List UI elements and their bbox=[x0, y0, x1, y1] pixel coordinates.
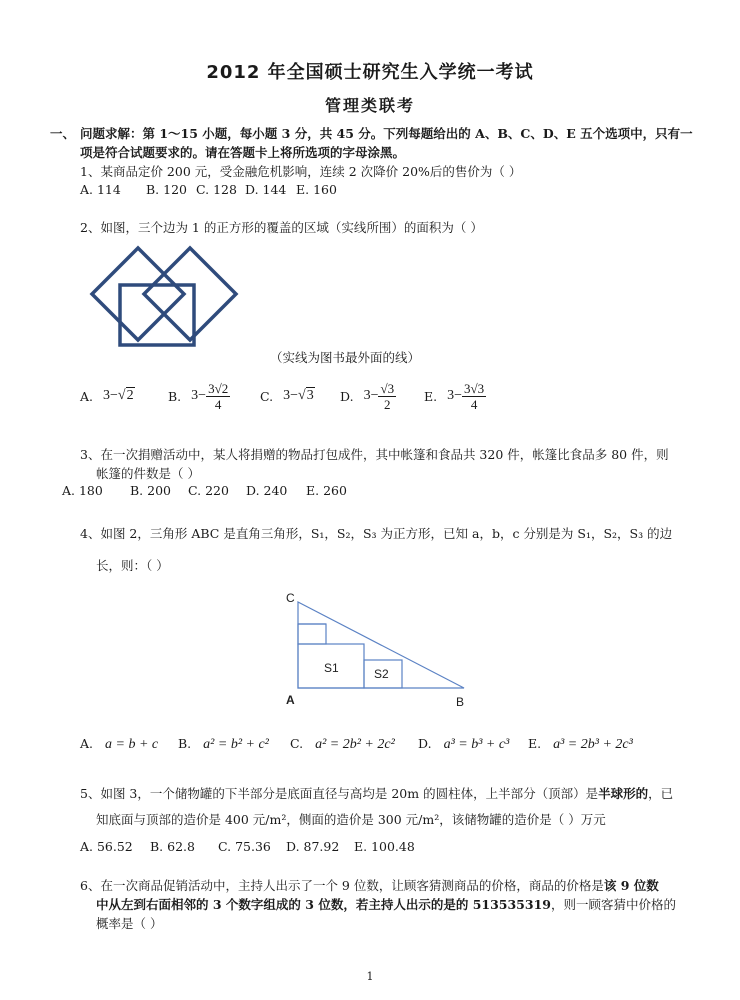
q5-option-c: C. 75.36 bbox=[218, 839, 271, 854]
q6-line1-bold: 该 9 位数 bbox=[603, 878, 659, 893]
q1-option-c: C. 128 bbox=[196, 182, 237, 197]
page-subtitle: 管理类联考 bbox=[324, 96, 415, 115]
q4-option-e-expr: a³ = 2b³ + 2c³ bbox=[553, 737, 633, 752]
q3-option-d: D. 240 bbox=[246, 483, 288, 498]
q2-option-d-numerator: √3 bbox=[380, 380, 395, 396]
question-5-line2: 知底面与顶部的造价是 400 元/m²，侧面的造价是 300 元/m²，该储物罐的造价是（ ）万元 bbox=[96, 812, 606, 827]
vertex-b-label: B bbox=[456, 695, 465, 709]
question-3-line1: 3、在一次捐赠活动中，某人将捐赠的物品打包成件，其中帐篷和食品共 320 件，帐篷比食品多 80 件，则 bbox=[80, 447, 669, 462]
left-diamond-square bbox=[92, 248, 184, 340]
vertex-a-label: A bbox=[286, 693, 295, 707]
q2-option-b-denominator: 4 bbox=[214, 396, 222, 412]
q2-option-b-letter: B. bbox=[168, 388, 182, 404]
q4-option-c bbox=[290, 736, 395, 753]
q6-line2-part-e: ，则一顾客猜中价格的 bbox=[550, 897, 676, 912]
q4-option-a-letter: A. bbox=[80, 736, 94, 751]
question-6-line3: 概率是（ ） bbox=[96, 916, 163, 931]
q3-option-e: E. 260 bbox=[306, 483, 347, 498]
s2-label: S2 bbox=[374, 667, 389, 681]
section-intro-line1: 问题求解：第 1～15 小题，每小题 3 分，共 45 分。下列每题给出的 A、B、C、D、E 五个选项中，只有一 bbox=[80, 126, 693, 141]
question-3-line2: 帐篷的件数是（ ） bbox=[96, 466, 200, 481]
q4-option-b-letter: B. bbox=[178, 736, 192, 751]
q5-line1-part-a: 5、如图 3，一个储物罐的下半部分是底面直径与高均是 20m 的圆柱体，上半部分（顶部）是 bbox=[80, 786, 599, 801]
q2-option-c: C. 3− √3 bbox=[260, 388, 314, 404]
question-2-text: 2、如图，三个边为 1 的正方形的覆盖的区域（实线所围）的面积为（ ） bbox=[80, 220, 483, 235]
square-s3 bbox=[298, 624, 326, 644]
q4-option-b-expr: a² = b² + c² bbox=[203, 737, 269, 752]
question-4-line2: 长，则：（ ） bbox=[96, 558, 169, 573]
q2-option-b-lead: 3− bbox=[191, 388, 207, 403]
q1-option-d: D. 144 bbox=[245, 182, 287, 197]
question-5-line1 bbox=[80, 784, 673, 802]
q4-option-c-expr: a² = 2b² + 2c² bbox=[315, 737, 395, 752]
q5-line1-part-c: ，已 bbox=[648, 786, 674, 801]
q1-option-b: B. 120 bbox=[146, 182, 187, 197]
figure-caption: （实线为图书最外面的线） bbox=[270, 350, 421, 365]
q3-option-a: A. 180 bbox=[62, 483, 103, 498]
q3-option-c: C. 220 bbox=[188, 483, 229, 498]
q2-option-d-letter: D. bbox=[340, 388, 354, 404]
q4-option-a bbox=[80, 736, 158, 753]
page-title: 2012 年全国硕士研究生入学统一考试 bbox=[206, 62, 534, 83]
q2-option-d bbox=[340, 376, 396, 416]
q6-line1-part-a: 6、在一次商品促销活动中，主持人出示了一个 9 位数，让顾客猜测商品的价格，商品的价格是 bbox=[80, 878, 604, 893]
q5-option-a: A. 56.52 bbox=[80, 839, 133, 854]
question-1-text: 1、某商品定价 200 元，受金融危机影响，连续 2 次降价 20%后的售价为（ ） bbox=[80, 164, 522, 179]
q5-option-e: E. 100.48 bbox=[354, 839, 415, 854]
question-6-line1 bbox=[80, 876, 659, 894]
q5-option-b: B. 62.8 bbox=[150, 839, 195, 854]
q2-option-e-denominator: 4 bbox=[470, 396, 478, 412]
q4-option-d-letter: D. bbox=[418, 736, 432, 751]
right-diamond-square bbox=[144, 248, 236, 340]
q2-option-c-radicand: 3 bbox=[306, 388, 314, 403]
vertex-c-label: C bbox=[286, 591, 295, 605]
q4-option-c-letter: C. bbox=[290, 736, 304, 751]
q4-option-e bbox=[528, 736, 633, 753]
q4-option-a-expr: a = b + c bbox=[105, 737, 159, 752]
q1-option-a: A. 114 bbox=[80, 182, 121, 197]
q2-option-d-lead: 3− bbox=[363, 388, 379, 403]
q2-option-a-letter: A. bbox=[80, 388, 94, 404]
q4-option-b bbox=[178, 736, 269, 753]
q2-option-c-letter: C. bbox=[260, 388, 274, 404]
q2-option-a: A. 3− √2 bbox=[80, 388, 134, 404]
q2-option-c-lead: 3− bbox=[283, 388, 298, 403]
q2-option-b-numerator: 3√2 bbox=[208, 380, 229, 396]
q6-line2-part-c: 3 位数 bbox=[305, 897, 344, 912]
q5-line1-bold: 半球形的 bbox=[598, 786, 649, 801]
question-6-line2 bbox=[96, 895, 676, 913]
q1-option-e: E. 160 bbox=[296, 182, 337, 197]
q2-option-e-letter: E. bbox=[424, 388, 438, 404]
q2-option-e-numerator: 3√3 bbox=[464, 380, 485, 396]
q6-line2-part-b: 从左到右面相邻的 3 个数字组成的 bbox=[108, 897, 306, 912]
q2-option-a-lead: 3− bbox=[103, 388, 118, 403]
section-label: 一、 bbox=[50, 126, 76, 141]
q2-option-e bbox=[424, 376, 486, 416]
q4-option-e-letter: E. bbox=[528, 736, 542, 751]
q4-option-d-expr: a³ = b³ + c³ bbox=[443, 737, 510, 752]
q6-line2-part-d: ，若主持人出示的是的 513535319 bbox=[343, 897, 551, 912]
three-squares-figure bbox=[86, 238, 246, 350]
s1-label: S1 bbox=[324, 661, 339, 675]
q3-option-b: B. 200 bbox=[130, 483, 171, 498]
q6-line2-part-a: 中 bbox=[96, 897, 109, 912]
question-4-line1: 4、如图 2，三角形 ABC 是直角三角形，S₁，S₂，S₃ 为正方形，已知 a，b，c 分别是为 S₁，S₂，S₃ 的边 bbox=[80, 526, 673, 541]
q2-option-d-denominator: 2 bbox=[384, 396, 391, 412]
section-intro-line2: 项是符合试题要求的。请在答题卡上将所选项的字母涂黑。 bbox=[80, 145, 406, 160]
q2-option-a-radicand: 2 bbox=[126, 388, 134, 403]
q4-option-d bbox=[418, 736, 509, 753]
q2-option-b bbox=[168, 376, 230, 416]
q5-option-d: D. 87.92 bbox=[286, 839, 340, 854]
right-triangle-figure bbox=[280, 588, 480, 712]
q2-option-e-lead: 3− bbox=[447, 388, 463, 403]
page-number: 1 bbox=[366, 970, 374, 983]
